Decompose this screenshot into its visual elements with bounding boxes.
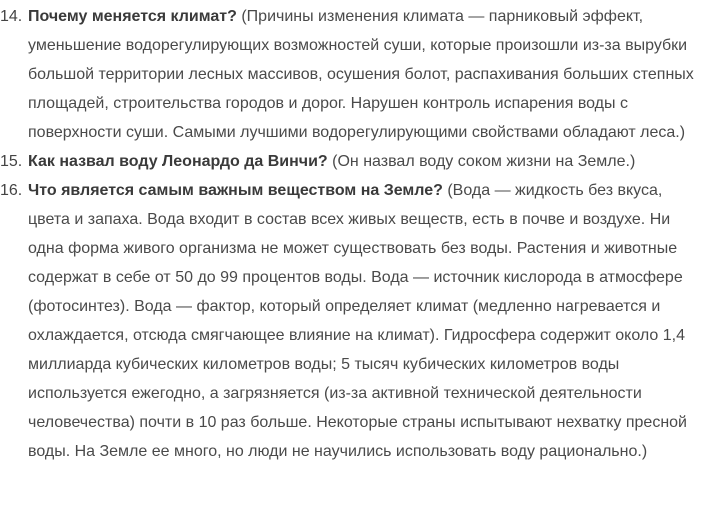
- list-item-14: [0, 2, 702, 147]
- question-text: Как назвал воду Леонардо да Винчи?: [28, 153, 328, 170]
- answer-text: (Вода — жидкость без вкуса, цвета и запаха. Вода входит в состав всех живых веществ, есть в почве и воздухе. Ни одна форма живого организма не может существовать без воды. Растения и животные содержат в себе от 50 до 99 процентов воды. Вода — источник кислорода в атмосфере (фотосинтез). Вода — фактор, который определяет климат (медленно нагревается и охлаждается, отсюда смягчающее влияние на климат). Гидросфера содержит около 1,4 миллиарда кубических километров воды; 5 тысяч кубических километров воды используется ежегодно, а загрязняется (из-за активной технической деятельности человечества) почти в 10 раз больше. Некоторые страны испытывают нехватку пресной воды. На Земле ее много, но люди не научились использовать воду рационально.): [28, 182, 687, 460]
- item-number: 15.: [0, 153, 23, 170]
- question-text: Что является самым важным веществом на Земле?: [28, 182, 443, 199]
- list-item-15: [0, 147, 702, 176]
- answer-text: (Он назвал воду соком жизни на Земле.): [327, 153, 636, 170]
- answer-text: (Причины изменения климата — парниковый эффект, уменьшение водорегулирующих возможностей суши, которые произошли из-за вырубки большой территории лесных массивов, осушения болот, распахивания больших степных площадей, строительства городов и дорог. Нарушен контроль испарения воды с поверхности суши. Самыми лучшими водорегулирующими свойствами обладают леса.): [28, 8, 694, 141]
- item-number: 14.: [0, 8, 23, 25]
- question-text: Почему меняется климат?: [28, 8, 237, 25]
- list-item-16: [0, 176, 702, 466]
- item-number: 16.: [0, 182, 23, 199]
